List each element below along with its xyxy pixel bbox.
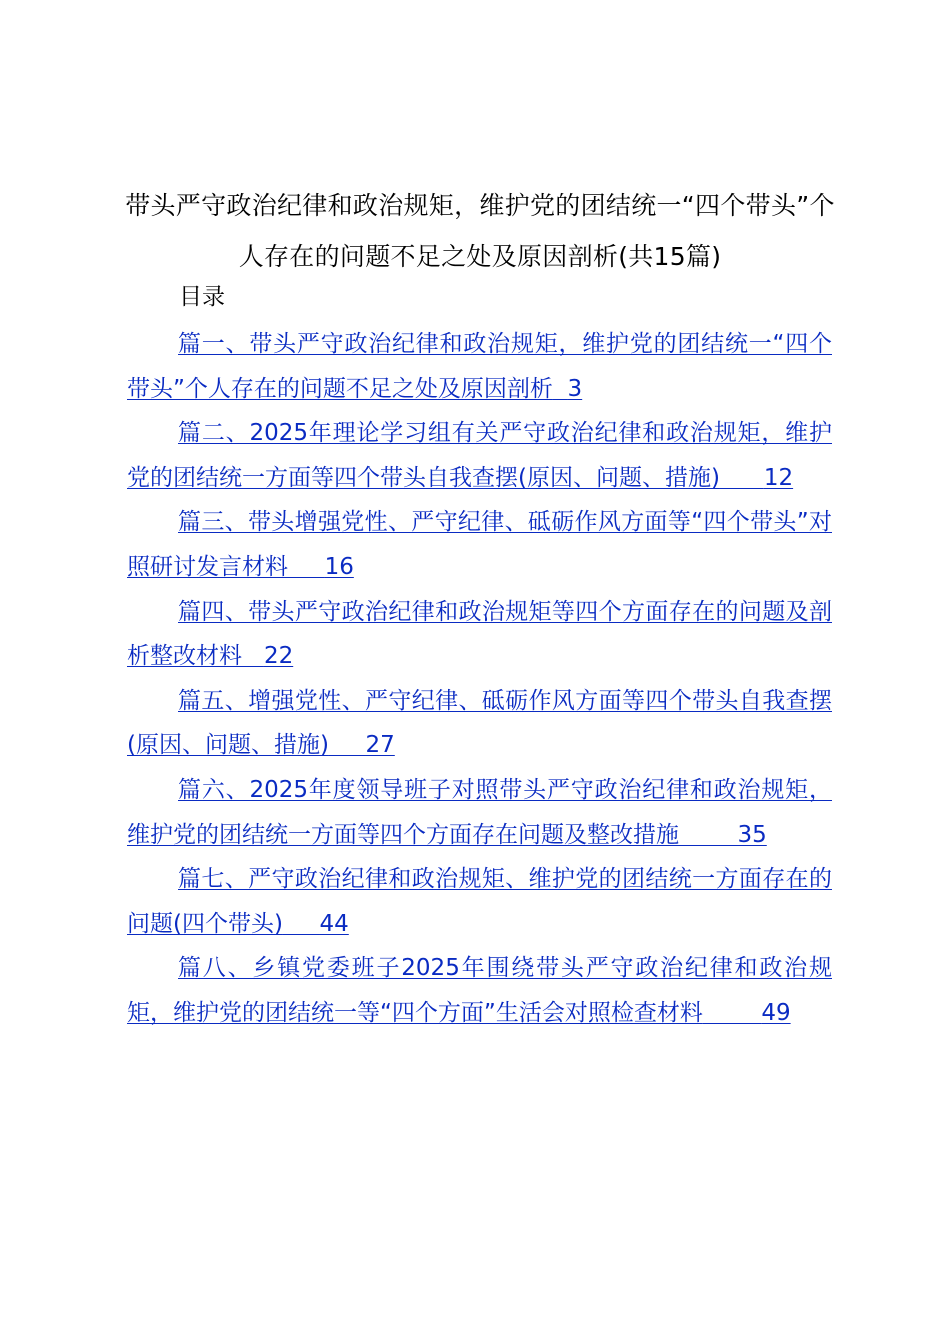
toc-entry-2[interactable] <box>127 411 832 500</box>
toc-entry-title: 篇五、增强党性、严守纪律、砥砺作风方面等四个带头自我查摆(原因、问题、措施) <box>127 687 832 759</box>
toc-entry-title: 篇一、带头严守政治纪律和政治规矩，维护党的团结统一“四个带头”个人存在的问题不足之处及原因剖析 <box>127 331 832 402</box>
table-of-contents <box>127 322 832 1036</box>
toc-entry-6[interactable] <box>127 768 832 857</box>
document-title: 带头严守政治纪律和政治规矩，维护党的团结统一“四个带头”个人存在的问题不足之处及原因剖析(共15篇) <box>125 191 835 271</box>
toc-entry-5[interactable] <box>127 679 832 768</box>
toc-page-number: 35 <box>737 821 767 848</box>
toc-entry-title: 篇二、2025年理论学习组有关严守政治纪律和政治规矩，维护党的团结统一方面等四个带头自我查摆(原因、问题、措施) <box>127 420 832 491</box>
toc-page-number: 27 <box>365 732 395 759</box>
toc-entry-7[interactable] <box>127 857 832 946</box>
toc-entry-1[interactable] <box>127 322 832 411</box>
toc-page-number: 16 <box>324 553 354 580</box>
toc-page-number: 12 <box>763 464 794 491</box>
toc-page-number: 3 <box>567 375 583 402</box>
toc-entry-title: 篇六、2025年度领导班子对照带头严守政治纪律和政治规矩，维护党的团结统一方面等四个方面存在问题及整改措施 <box>127 776 832 848</box>
toc-entry-title: 篇七、严守政治纪律和政治规矩、维护党的团结统一方面存在的问题(四个带头) <box>127 866 832 937</box>
toc-heading: 目录 <box>179 284 225 310</box>
toc-page-number: 44 <box>319 910 349 937</box>
toc-entry-8[interactable] <box>127 946 832 1035</box>
toc-page-number: 22 <box>263 643 294 670</box>
toc-entry-4[interactable] <box>127 590 832 679</box>
toc-entry-title: 篇四、带头严守政治纪律和政治规矩等四个方面存在的问题及剖析整改材料 <box>127 598 832 670</box>
toc-entry-3[interactable] <box>127 500 832 589</box>
toc-entry-title: 篇八、乡镇党委班子2025年围绕带头严守政治纪律和政治规矩，维护党的团结统一等“四个方面”生活会对照检查材料 <box>127 955 832 1026</box>
toc-page-number: 49 <box>761 999 791 1026</box>
toc-entry-title: 篇三、带头增强党性、严守纪律、砥砺作风方面等“四个带头”对照研讨发言材料 <box>127 509 832 580</box>
